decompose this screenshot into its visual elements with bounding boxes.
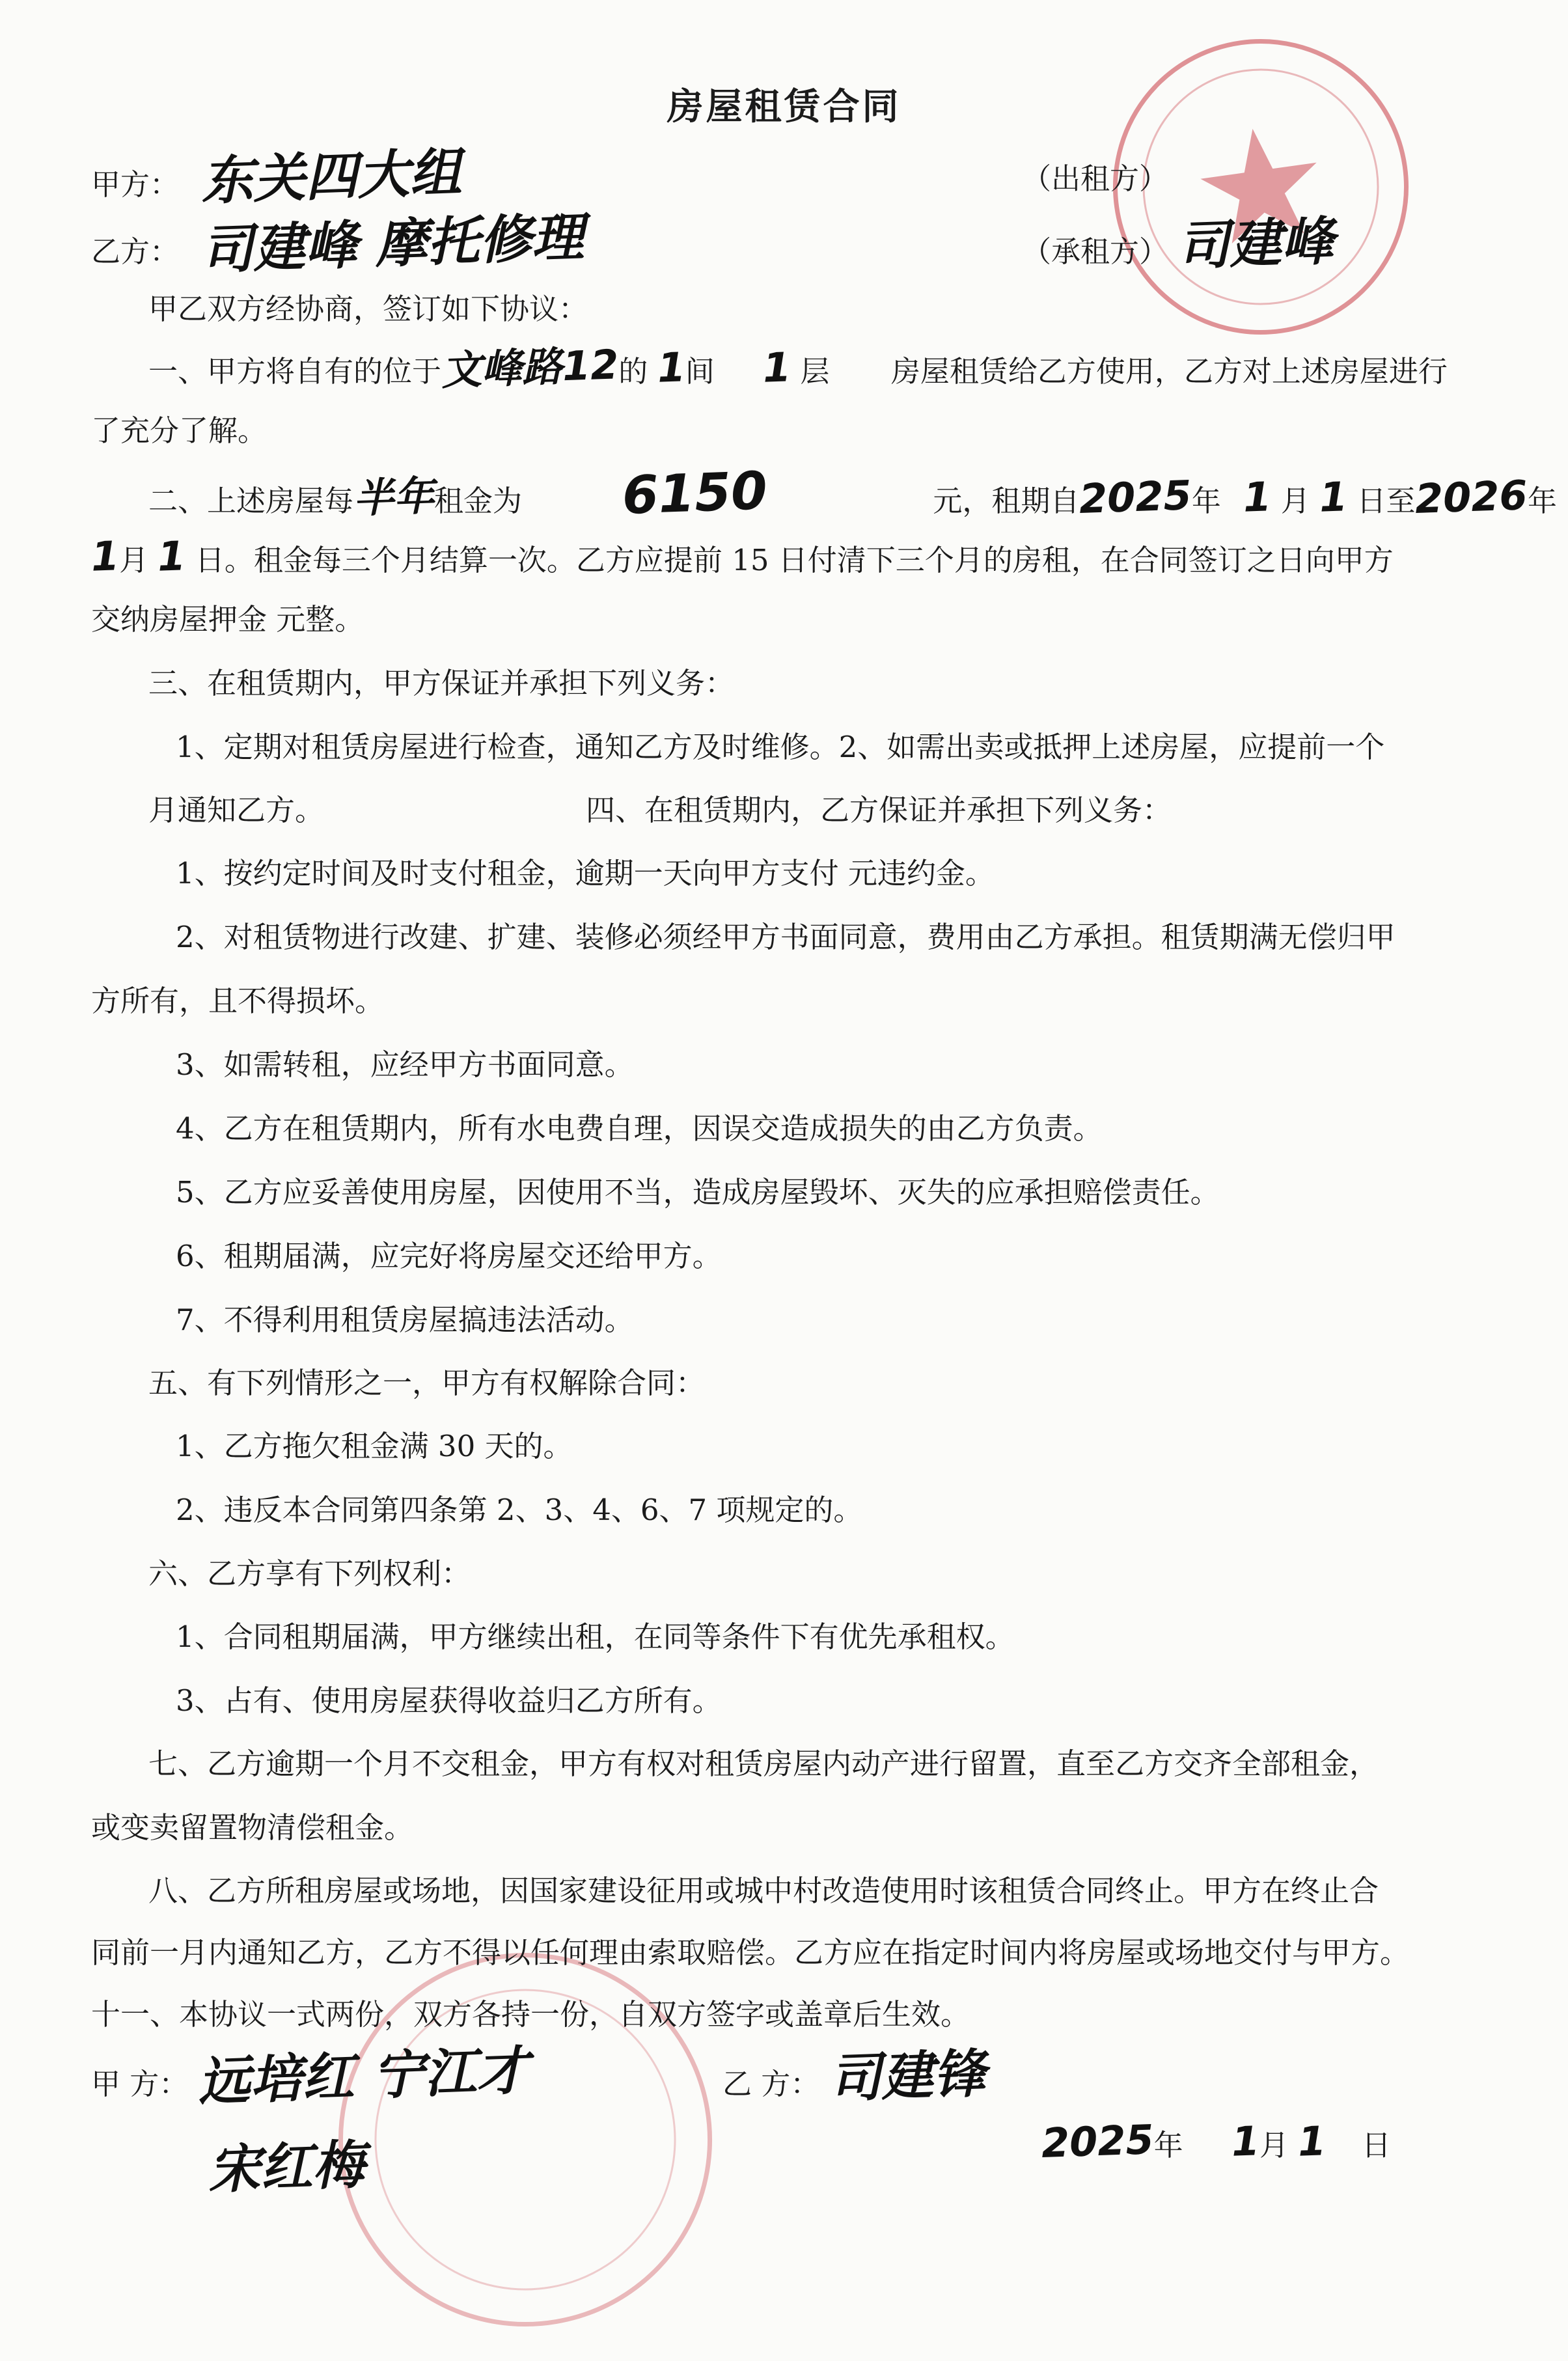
date-year: 2025 [1040,2116,1155,2167]
party-a-label: 甲方： [91,167,180,202]
clause2-line1 [148,460,1558,526]
clause2-m1: 月 [1280,484,1310,518]
clause1-line1 [148,340,1502,394]
signing-date [1040,2116,1497,2167]
clause3-text2b: 四、在租赁期内，乙方保证并承担下列义务： [586,793,1172,827]
clause4-item4: 4、乙方在租赁期内，所有水电费自理，因误交造成损失的由乙方负责。 [176,1111,1103,1146]
party-a-line [91,142,1504,212]
clause2-d1: 日至 [1356,484,1416,518]
clause4-item2: 2、对租赁物进行改建、扩建、装修必须经甲方书面同意，费用由乙方承担。租赁期满无偿归甲 [176,920,1396,954]
party-b-sign: 司建锋 [828,2043,987,2110]
party-b-sign-label: 乙 方： [722,2067,820,2101]
contract-title: 房屋租赁合同 [667,86,901,128]
party-b-label: 乙方： [91,234,180,269]
clause5-title: 五、有下列情形之一，甲方有权解除合同： [148,1366,706,1400]
party-a-sign1: 远培红 宁江才 [197,2040,529,2112]
clause1-location: 文峰路12 [440,340,620,394]
clause4-item5: 5、乙方应妥善使用房屋，因使用不当，造成房屋毁坏、灭失的应承担赔偿责任。 [176,1175,1220,1209]
clause2-amount: 6150 [621,460,769,526]
date-d: 日 [1361,2128,1391,2162]
clause1-rooms: 1 [656,343,687,392]
date-day: 1 [1297,2117,1327,2166]
clause2-m2: 月 [119,543,149,577]
party-a-role: （出租方） [1022,161,1169,196]
clause7-line1: 七、乙方逾期一个月不交租金，甲方有权对租赁房屋内动产进行留置，直至乙方交齐全部租金， [148,1747,1379,1781]
clause8-line2: 同前一月内通知乙方，乙方不得以任何理由索取赔偿。乙方应在指定时间内将房屋或场地交付与甲方。 [91,1935,1410,1970]
seal-star-icon-2 [309,1924,741,2356]
clause5-item2: 2、违反本合同第四条第 2、3、4、6、7 项规定的。 [176,1493,863,1527]
clause2-start-month: 1 [1242,473,1272,521]
party-b-role-line [1022,210,1412,277]
clause1-mid1: 的 [618,354,648,389]
date-month: 1 [1230,2117,1261,2166]
clause6-item2: 3、占有、使用房屋获得收益归乙方所有。 [176,1683,722,1718]
clause2-post1: 元，租期自 [933,484,1080,518]
clause1-post: 房屋租赁给乙方使用，乙方对上述房屋进行 [890,354,1448,389]
party-b-signature-line [722,2043,1308,2110]
clause2-start-year: 2025 [1079,471,1193,523]
clause2-line3: 交纳房屋押金 元整。 [91,602,364,637]
clause2-end-year: 2026 [1414,471,1529,523]
clause1-floors: 1 [762,343,792,392]
clause2-line2-post: 日。租金每三个月结算一次。乙方应提前 15 日付清下三个月的房租，在合同签订之日向甲方 [195,543,1394,577]
clause3-text2a: 月通知乙方。 [148,793,325,827]
clause3-text1: 1、定期对租赁房屋进行检查，通知乙方及时维修。2、如需出卖或抵押上述房屋，应提前一个 [176,730,1385,764]
party-b-signature: 司建峰 [1176,210,1335,277]
clause4-item6: 6、租期届满，应完好将房屋交还给甲方。 [176,1239,722,1273]
clause7-line2: 或变卖留置物清偿租金。 [91,1810,414,1845]
party-b-name: 司建峰 摩托修理 [200,206,585,281]
party-a-name: 东关四大组 [200,142,463,212]
date-y: 年 [1153,2128,1183,2162]
clause3-title: 三、在租赁期内，甲方保证并承担下列义务： [148,666,735,700]
party-a-sign2: 宋红梅 [207,2134,366,2201]
official-seal-bottom-center [304,1918,747,2361]
clause2-y1: 年 [1191,484,1221,518]
clause1-mid2: 间 [685,354,715,389]
clause6-item1: 1、合同租期届满，甲方继续出租，在同等条件下有优先承租权。 [176,1620,1015,1654]
intro-text: 甲乙双方经协商，签订如下协议： [148,292,588,326]
clause2-pre: 二、上述房屋每 [148,484,354,518]
clause6-title: 六、乙方享有下列权利： [148,1556,471,1591]
party-a-sign2-line [207,2134,599,2201]
clause2-line2 [90,532,1504,581]
clause2-end-month: 1 [90,532,120,581]
clause2-y2: 年 [1528,484,1558,518]
clause4-item1: 1、按约定时间及时支付租金，逾期一天向甲方支付 元违约金。 [176,856,995,891]
clause2-start-day: 1 [1318,473,1349,521]
date-m: 月 [1259,2128,1289,2162]
party-a-signature-line [91,2040,742,2112]
clause5-item1: 1、乙方拖欠租金满 30 天的。 [176,1429,573,1463]
clause4-item2-cont: 方所有，且不得损坏。 [91,984,385,1018]
clause1-mid3: 层 [800,354,830,389]
clause1-pre: 一、甲方将自有的位于 [148,354,442,389]
clause11: 十一、本协议一式两份，双方各持一份，自双方签字或盖章后生效。 [91,1997,970,2032]
clause1-line2: 了充分了解。 [91,413,268,448]
clause2-period: 半年 [352,471,435,523]
party-b-role: （承租方） [1022,234,1169,269]
clause2-end-day: 1 [157,532,187,581]
party-a-sign-label: 甲 方： [91,2067,189,2101]
clause4-item3: 3、如需转租，应经甲方书面同意。 [176,1047,634,1082]
clause4-item7: 7、不得利用租赁房屋搞违法活动。 [176,1303,634,1337]
clause2-mid: 租金为 [434,484,523,518]
clause8-line1: 八、乙方所租房屋或场地，因国家建设征用或城中村改造使用时该租赁合同终止。甲方在终止合 [148,1873,1379,1908]
